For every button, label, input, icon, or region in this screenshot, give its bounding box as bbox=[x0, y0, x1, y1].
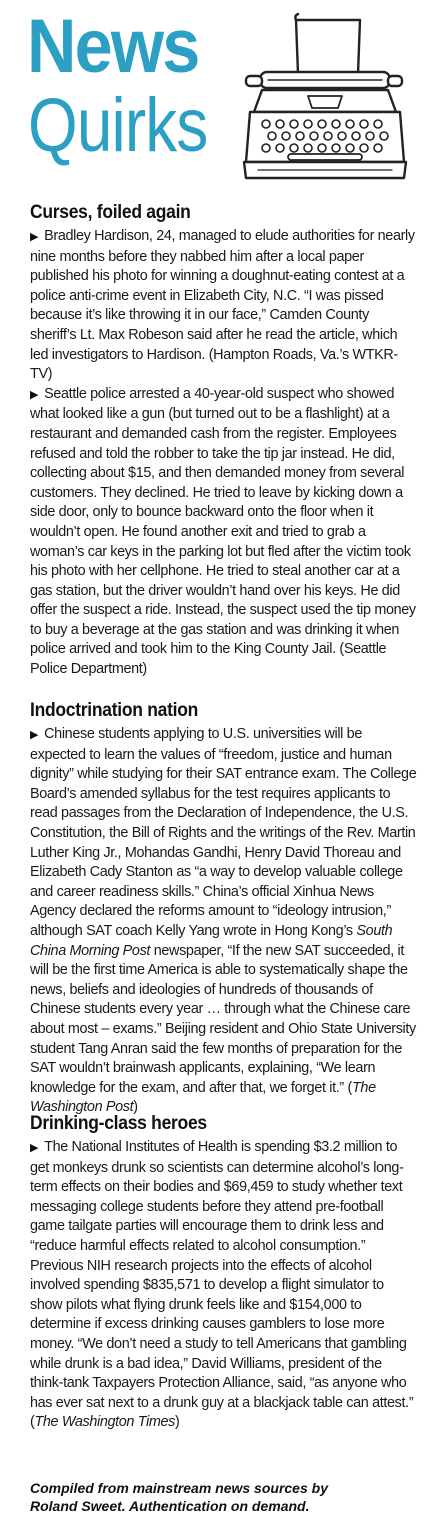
article-heading: Indoctrination nation bbox=[30, 700, 199, 721]
news-item-text: Bradley Hardison, 24, managed to elude authorities for nearly nine months before they nabbed him after a local paper published his photo for winning a doughnut-eating contest at a police anti-crime event in Elizabeth City, N.C. “I was pissed because it’s like throwing it in our face,” Camden County sheriff’s Lt. Max Robeson said after he read the article, which led investigators to Hardison. (Hampton Roads, Va.’s WTKR-TV) bbox=[30, 228, 415, 383]
news-item bbox=[30, 227, 418, 385]
triangle-bullet-icon: ▶ bbox=[30, 729, 39, 741]
news-item-text: ) bbox=[133, 1099, 138, 1116]
triangle-bullet-icon: ▶ bbox=[30, 231, 39, 243]
triangle-bullet-icon: ▶ bbox=[30, 1142, 39, 1154]
publication-name: South China Morning Post bbox=[30, 922, 393, 959]
news-item bbox=[30, 1138, 418, 1433]
triangle-bullet-icon: ▶ bbox=[30, 388, 39, 401]
news-item bbox=[30, 385, 418, 680]
credit-line-2: Roland Sweet. Authentication on demand. bbox=[30, 1498, 310, 1514]
news-item-text: Seattle police arrested a 40-year-old suspect who showed what looked like a gun (but turned out to be a flashlight) at a restaurant and demanded cash from the register. Employees refused and told the robber to take the tip jar instead. He did, collecting about $15, and then demanded money from several customers. They declined. He tried to leave by kicking down a side door, only to bounce backward onto the floor when it wouldn’t open. He found another exit and tried to grab a woman’s car keys in the parking lot but fled after the victim took his photo with her cellphone. He tried to steal another car at a gas station, but the driver wouldn’t hand over his keys. He did offer the suspect a ride. Instead, the suspect used the tip money to buy a beverage at the gas station and was drinking it when police arrived and took him to the King County Jail. (Seattle Police Department) bbox=[30, 385, 416, 678]
title-news: News bbox=[27, 4, 199, 89]
article-drinking-class-heroes bbox=[30, 1113, 418, 1433]
news-item-text: newspaper, “If the new SAT succeeded, it will be the first time America is able to systematically shape the news, beliefs and ideologies of hundreds of thousands of Chinese students every year … through what the Chinese care about most – exams.” Beijing resident and Ohio State University student Tang Anran said the few months of preparation for the SAT wouldn’t brainwash applicants, explaining, “We learn knowledge for the exam, and after that, we forget it.” ( bbox=[30, 942, 416, 1096]
publication-name: The Washington Times bbox=[34, 1414, 176, 1431]
typewriter-icon bbox=[238, 12, 410, 192]
credit-line bbox=[30, 1479, 420, 1515]
title-quirks: Quirks bbox=[28, 83, 208, 168]
article-heading: Drinking-class heroes bbox=[30, 1113, 207, 1134]
news-item-text: Chinese students applying to U.S. universities will be expected to learn the values of “freedom, justice and human dignity” while studying for their SAT entrance exam. The College Board’s amended syllabus for the test requires applicants to read passages from the Declaration of Independence, the U.S. Constitution, the Bill of Rights and the writings of the Rev. Martin Luther King Jr., Mohandas Gandhi, Henry David Thoreau and Elizabeth Cady Stanton as “a way to develop valuable college and career readiness skills.” China’s official Xinhua News Agency declared the reforms amount to “ideology intrusion,” although SAT coach Kelly Yang wrote in Hong Kong’s bbox=[30, 726, 417, 939]
article-curses-foiled-again bbox=[30, 202, 418, 680]
publication-name: The Washington Post bbox=[30, 1079, 376, 1116]
news-item-text: ) bbox=[175, 1414, 180, 1431]
masthead bbox=[0, 0, 438, 200]
credit-line-1: Compiled from mainstream news sources by bbox=[30, 1480, 328, 1496]
news-item-text: The National Institutes of Health is spending $3.2 million to get monkeys drunk so scientists can determine alcohol’s long-term effects on their bodies and $69,459 to study whether text messaging college students before they attend pre-football game tailgate parties will encourage them to drink less and “reduce harmful effects related to alcohol consumption.” Previous NIH research projects into the effects of alcohol involved spending $835,571 to develop a flight simulator to show pilots what flying drunk feels like and $154,000 to determine if excess drinking causes gamblers to lose more money. “We don’t need a study to tell Americans that gambling while drunk is a bad idea,” David Williams, president of the think-tank Taxpayers Protection Alliance, said, “as anyone who has ever sat next to a drunk guy at a blackjack table can attest.” ( bbox=[30, 1139, 414, 1431]
article-indoctrination-nation bbox=[30, 700, 418, 1118]
news-item bbox=[30, 725, 418, 1118]
article-heading: Curses, foiled again bbox=[30, 202, 191, 223]
